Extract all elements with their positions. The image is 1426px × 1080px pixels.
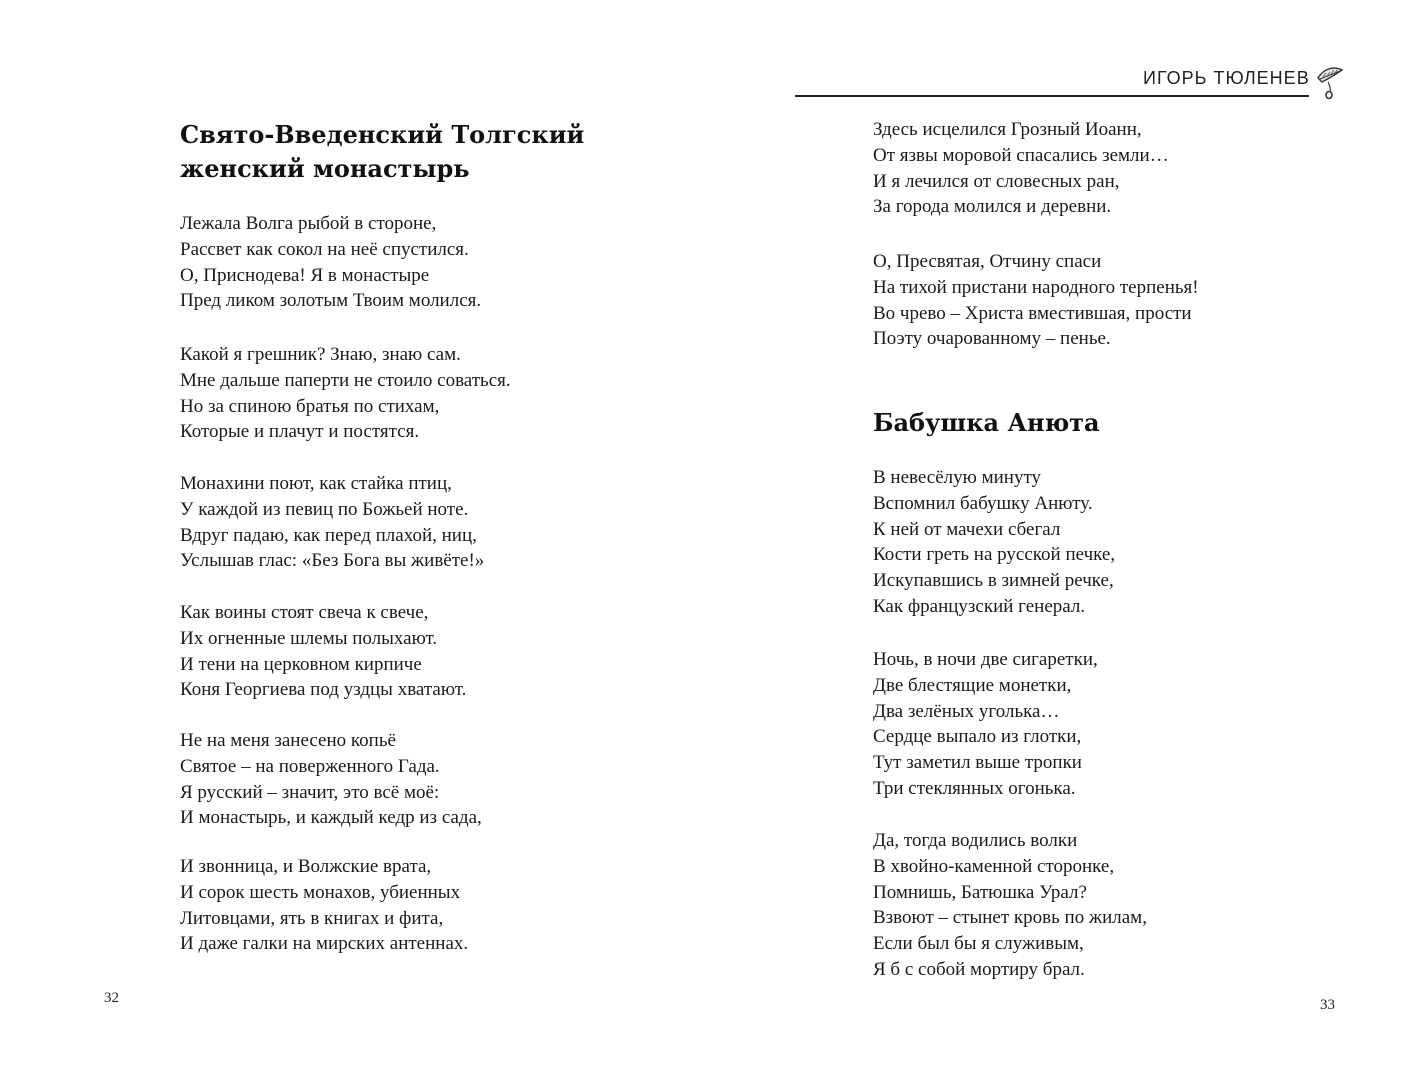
- verse-line: Как воины стоят свеча к свече,: [180, 602, 429, 623]
- stanza: [180, 471, 484, 574]
- verse-line: Если был бы я служивым,: [873, 933, 1084, 955]
- verse-line: И тени на церковном кирпиче: [180, 653, 422, 675]
- stanza: [873, 828, 1147, 983]
- page-number: 32: [104, 990, 119, 1006]
- verse-line: Как французский генерал.: [873, 595, 1086, 617]
- verse-line: За города молился и деревни.: [873, 196, 1112, 218]
- stanza: [873, 249, 1199, 352]
- verse-line: Литовцами, ять в книгах и фита,: [180, 907, 444, 929]
- verse-line: Три стеклянных огонька.: [873, 777, 1076, 799]
- verse-line: И монастырь, и каждый кедр из сада,: [180, 807, 482, 829]
- running-head-author: ИГОРЬ ТЮЛЕНЕВ: [1143, 68, 1310, 88]
- verse-line: Коня Георгиева под уздцы хватают.: [180, 679, 467, 701]
- verse-line: Пред ликом золотым Твоим молился.: [180, 290, 482, 312]
- verse-line: Да, тогда водились волки: [873, 830, 1078, 851]
- verse-line: Кости греть на русской печке,: [873, 544, 1116, 566]
- verse-line: О, Приснодева! Я в монастыре: [180, 264, 430, 286]
- verse-line: В хвойно-каменной сторонке,: [873, 855, 1115, 877]
- stanza: [873, 465, 1115, 620]
- verse-line: Два зелёных уголька…: [873, 700, 1060, 722]
- verse-line: Я б с собой мортиру брал.: [873, 958, 1085, 980]
- feather-ornament-icon: [1314, 62, 1344, 102]
- verse-line: Мне дальше паперти не стоило соваться.: [180, 369, 511, 391]
- header-rule: [795, 95, 1309, 97]
- verse-line: В невесёлую минуту: [873, 467, 1041, 488]
- verse-line: Рассвет как сокол на неё спустился.: [180, 238, 469, 260]
- verse-line: Услышав глас: «Без Бога вы живёте!»: [180, 550, 485, 572]
- verse-line: Помнишь, Батюшка Урал?: [873, 881, 1087, 903]
- verse-line: Здесь исцелился Грозный Иоанн,: [873, 119, 1142, 140]
- verse-line: Тут заметил выше тропки: [873, 752, 1082, 774]
- verse-line: Лежала Волга рыбой в стороне,: [180, 213, 437, 234]
- verse-line: Искупавшись в зимней речке,: [873, 570, 1114, 592]
- stanza: [180, 211, 481, 314]
- verse-line: Во чрево – Христа вместившая, прости: [873, 302, 1192, 324]
- verse-line: Я русский – значит, это всё моё:: [180, 781, 440, 803]
- stanza: [180, 728, 482, 831]
- stanza: [180, 600, 466, 703]
- stanza: [873, 117, 1169, 220]
- poem-title-line: женский монастырь: [180, 154, 470, 183]
- verse-line: К ней от мачехи сбегал: [873, 518, 1061, 540]
- verse-line: На тихой пристани народного терпенья!: [873, 276, 1199, 298]
- stanza: [873, 647, 1098, 802]
- poem-title: Бабушка Анюта: [873, 408, 1100, 437]
- verse-line: От язвы моровой спасались земли…: [873, 144, 1169, 166]
- verse-line: Монахини поют, как стайка птиц,: [180, 473, 452, 494]
- verse-line: Поэту очарованному – пенье.: [873, 328, 1111, 350]
- verse-line: Сердце выпало из глотки,: [873, 726, 1082, 748]
- right-page: [713, 0, 1426, 1080]
- verse-line: У каждой из певиц по Божьей ноте.: [180, 498, 469, 520]
- verse-line: Две блестящие монетки,: [873, 674, 1072, 696]
- verse-line: О, Пресвятая, Отчину спаси: [873, 251, 1102, 272]
- verse-line: Вдруг падаю, как перед плахой, ниц,: [180, 524, 477, 546]
- poem-title-line: Свято-Введенский Толгский: [180, 120, 585, 149]
- verse-line: И звонница, и Волжские врата,: [180, 856, 432, 877]
- verse-line: Вспомнил бабушку Анюту.: [873, 492, 1093, 514]
- verse-line: Какой я грешник? Знаю, знаю сам.: [180, 344, 461, 365]
- verse-line: Святое – на поверженного Гада.: [180, 755, 440, 777]
- verse-line: И даже галки на мирских антеннах.: [180, 933, 469, 955]
- verse-line: И сорок шесть монахов, убиенных: [180, 881, 461, 903]
- verse-line: Не на меня занесено копьё: [180, 730, 396, 751]
- page-number: 33: [1320, 997, 1335, 1013]
- stanza: [180, 854, 468, 957]
- verse-line: Ночь, в ночи две сигаретки,: [873, 649, 1098, 670]
- verse-line: Которые и плачут и постятся.: [180, 421, 420, 443]
- verse-line: И я лечился от словесных ран,: [873, 170, 1120, 192]
- verse-line: Их огненные шлемы полыхают.: [180, 627, 438, 649]
- verse-line: Взвоют – стынет кровь по жилам,: [873, 907, 1147, 929]
- verse-line: Но за спиною братья по стихам,: [180, 395, 440, 417]
- poem-title: [180, 118, 584, 186]
- stanza: [180, 342, 511, 445]
